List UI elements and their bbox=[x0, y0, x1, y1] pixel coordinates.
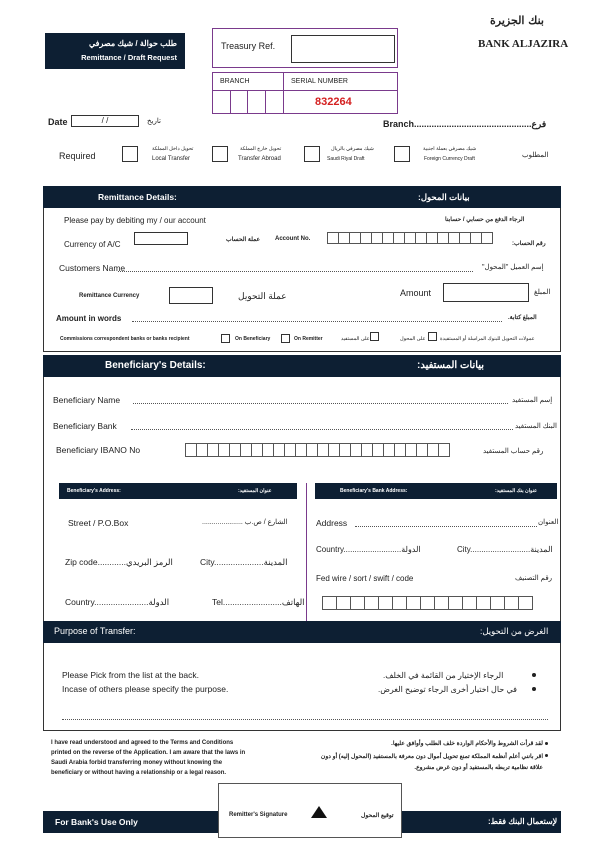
bank-country-field[interactable]: Country..........................الدولة bbox=[316, 545, 421, 554]
amount-words-ar: المبلغ كتابة. bbox=[508, 315, 537, 321]
swift-digits[interactable] bbox=[322, 596, 532, 610]
account-no-digits[interactable] bbox=[327, 232, 492, 244]
street-ar: الشارع / ص.ب ..................... bbox=[202, 519, 288, 526]
swift-ar: رقم التصنيف bbox=[515, 575, 553, 582]
purpose-title-en: Purpose of Transfer: bbox=[54, 626, 136, 636]
form-title-ar: طلب حوالة / شيك مصرفي bbox=[89, 39, 177, 48]
branch-serial-box bbox=[212, 72, 398, 114]
local-transfer-ar: تحويل داخل المملكة bbox=[152, 146, 194, 152]
commissions-ar: عمولات التحويل للبنوك المراسلة أو المستفيدة bbox=[440, 336, 535, 342]
beneficiary-name-input[interactable] bbox=[133, 403, 508, 404]
required-label-ar: المطلوب bbox=[522, 152, 549, 159]
branch-field[interactable]: Branch...............................................فرع bbox=[383, 119, 547, 129]
agree-text-ar-1: لقد قرأت الشروط والأحكام الواردة خلف الطلب وأوافق عليها. bbox=[391, 741, 543, 747]
agree-text-en: I have read understood and agreed to the Terms and Conditions printed on the reverse of the Application. I am aware that the laws in Saudi Arabia forbid transferring money without knowing the beneficiary or without having a relationship or a legal reason. bbox=[51, 740, 246, 776]
on-beneficiary-checkbox[interactable] bbox=[221, 334, 230, 343]
signature-label-en: Remitter's Signature bbox=[229, 812, 288, 818]
bank-city-field[interactable]: City...........................المدينة bbox=[457, 545, 553, 554]
remit-currency-input[interactable] bbox=[169, 287, 213, 304]
bank-address-title-ar: عنوان بنك المستفيد: bbox=[495, 488, 538, 494]
address-divider bbox=[306, 483, 307, 621]
bullet-icon bbox=[545, 742, 548, 745]
signature-box[interactable] bbox=[218, 783, 402, 838]
local-transfer-checkbox[interactable] bbox=[122, 146, 138, 162]
remit-currency-ar: عملة التحويل bbox=[238, 291, 287, 301]
beneficiary-section bbox=[43, 377, 561, 621]
serial-label: SERIAL NUMBER bbox=[291, 78, 348, 85]
treasury-ref-label: Treasury Ref. bbox=[221, 41, 276, 51]
purpose-header bbox=[43, 621, 561, 643]
currency-label: Currency of A/C bbox=[64, 240, 121, 249]
customers-name-ar: إسم العميل "المحول" bbox=[482, 264, 544, 271]
on-beneficiary-ar-checkbox[interactable] bbox=[370, 332, 379, 341]
local-transfer-en: Local Transfer bbox=[152, 156, 191, 162]
agree-text-ar-2: اقر بانني أعلم أنظمة المملكة تمنع تحويل أموال دون معرفة بالمستفيد (المحول إليه) أو دون علاقة نظامية تربطه بالمستفيد أو دون غرض مشروع. bbox=[320, 754, 543, 771]
remittance-section bbox=[43, 208, 561, 352]
please-pay-ar: الرجاء الدفع من حسابي / حسابنا bbox=[445, 217, 525, 223]
sar-draft-ar: شيك مصرفي بالريال bbox=[331, 146, 374, 152]
beneficiary-iban-label: Beneficiary IBANO No bbox=[56, 445, 141, 455]
foreign-draft-ar: شيك مصرفي بعملة اجنبية bbox=[423, 146, 477, 152]
commissions-label: Commissions correspondent banks or banks recipient bbox=[60, 336, 190, 342]
on-remitter-checkbox[interactable] bbox=[281, 334, 290, 343]
zip-field[interactable]: Zip code............الرمز البريدي bbox=[65, 557, 173, 567]
date-input[interactable]: / / bbox=[71, 115, 139, 127]
date-label: Date bbox=[48, 117, 68, 127]
currency-input[interactable] bbox=[134, 232, 188, 245]
sar-draft-checkbox[interactable] bbox=[304, 146, 320, 162]
purpose-line2-ar: في حال اختيار أخرى الرجاء توضيح الغرض. bbox=[378, 685, 517, 694]
bank-use-ar: لإستعمال البنك فقط: bbox=[488, 817, 558, 826]
amount-words-label: Amount in words bbox=[56, 314, 122, 323]
purpose-line1: Please Pick from the list at the back. bbox=[62, 670, 200, 680]
on-beneficiary-label: On Beneficiary bbox=[235, 336, 271, 342]
form-title-en: Remittance / Draft Request bbox=[81, 53, 177, 62]
beneficiary-iban-ar: رقم حساب المستفيد bbox=[483, 448, 544, 455]
foreign-draft-en: Foreign Currency Draft bbox=[424, 156, 475, 162]
ben-address-header bbox=[59, 483, 297, 499]
amount-label-ar: المبلغ bbox=[534, 289, 551, 296]
purpose-line2: Incase of others please specify the purpose. bbox=[62, 684, 229, 694]
beneficiary-bank-input[interactable] bbox=[131, 429, 513, 430]
currency-label-ar: عملة الحساب bbox=[226, 237, 261, 243]
swift-label: Fed wire / sort / swift / code bbox=[316, 574, 414, 583]
ben-address-title-ar: عنوان المستفيد: bbox=[238, 488, 272, 494]
transfer-abroad-checkbox[interactable] bbox=[212, 146, 228, 162]
beneficiary-header bbox=[43, 355, 561, 377]
amount-input[interactable] bbox=[443, 283, 529, 302]
bank-address-header bbox=[315, 483, 557, 499]
customers-name-input[interactable] bbox=[118, 271, 473, 272]
foreign-draft-checkbox[interactable] bbox=[394, 146, 410, 162]
remittance-title-en: Remittance Details: bbox=[98, 192, 177, 202]
remit-currency-label: Remittance Currency bbox=[79, 293, 140, 299]
sar-draft-en: Saudi Riyal Draft bbox=[327, 156, 365, 162]
customers-name-label: Customers Name bbox=[59, 263, 126, 273]
tel-field[interactable]: Tel.........................الهاتف bbox=[212, 597, 305, 607]
please-pay-text: Please pay by debiting my / our account bbox=[64, 216, 206, 225]
beneficiary-name-ar: إسم المستفيد bbox=[512, 397, 553, 404]
branch-label: BRANCH bbox=[220, 78, 250, 85]
treasury-ref-input[interactable] bbox=[291, 35, 395, 63]
on-beneficiary-ar: على المستفيد bbox=[341, 336, 370, 342]
date-label-ar: تاريخ bbox=[147, 118, 161, 125]
required-label: Required bbox=[59, 151, 96, 161]
on-remitter-ar-checkbox[interactable] bbox=[428, 332, 437, 341]
on-remitter-label: On Remitter bbox=[294, 336, 323, 342]
bullet-icon bbox=[532, 673, 536, 677]
country-field[interactable]: Country.......................الدولة bbox=[65, 597, 170, 607]
transfer-abroad-en: Transfer Abroad bbox=[238, 156, 281, 162]
bullet-icon bbox=[545, 754, 548, 757]
remittance-title-ar: بيانات المحول: bbox=[418, 192, 470, 202]
beneficiary-bank-label: Beneficiary Bank bbox=[53, 421, 117, 431]
street-label: Street / P.O.Box bbox=[68, 518, 129, 528]
ben-address-title-en: Beneficiary's Address: bbox=[67, 488, 121, 494]
signature-label-ar: توقيع المحول bbox=[361, 813, 394, 819]
transfer-abroad-ar: تحويل خارج المملكة bbox=[240, 146, 282, 152]
purpose-title-ar: الغرض من التحويل: bbox=[480, 626, 549, 636]
beneficiary-bank-ar: البنك المستفيد bbox=[515, 423, 557, 430]
purpose-line1-ar: الرجاء الإختيار من القائمة في الخلف. bbox=[383, 671, 504, 680]
bank-use-en: For Bank's Use Only bbox=[55, 817, 138, 827]
bank-address-input[interactable] bbox=[355, 526, 537, 527]
account-no-label: Account No. bbox=[275, 236, 311, 242]
bullet-icon bbox=[532, 687, 536, 691]
amount-label: Amount bbox=[400, 288, 432, 298]
bank-address-title-en: Beneficiary's Bank Address: bbox=[340, 488, 408, 494]
bank-logo-ar: بنك الجزيرة bbox=[490, 14, 544, 27]
treasury-ref-box bbox=[212, 28, 398, 68]
beneficiary-iban-digits[interactable] bbox=[185, 443, 449, 457]
bank-address-ar: العنوان bbox=[538, 519, 559, 526]
account-no-ar: رقم الحساب: bbox=[512, 241, 546, 247]
purpose-input[interactable] bbox=[62, 719, 548, 720]
triangle-up-icon bbox=[311, 806, 327, 818]
city-field[interactable]: City.....................المدينة bbox=[200, 557, 288, 567]
bank-logo-en: BANK ALJAZIRA bbox=[478, 38, 569, 50]
serial-number: 832264 bbox=[315, 96, 352, 108]
remittance-header bbox=[43, 186, 561, 208]
bank-address-label: Address bbox=[316, 518, 348, 528]
beneficiary-title-ar: بيانات المستفيد: bbox=[417, 360, 485, 371]
beneficiary-name-label: Beneficiary Name bbox=[53, 395, 121, 405]
form-title-box bbox=[45, 33, 185, 69]
beneficiary-title-en: Beneficiary's Details: bbox=[105, 360, 206, 371]
amount-words-input[interactable] bbox=[132, 321, 502, 322]
on-remitter-ar: على المحول bbox=[400, 336, 426, 342]
